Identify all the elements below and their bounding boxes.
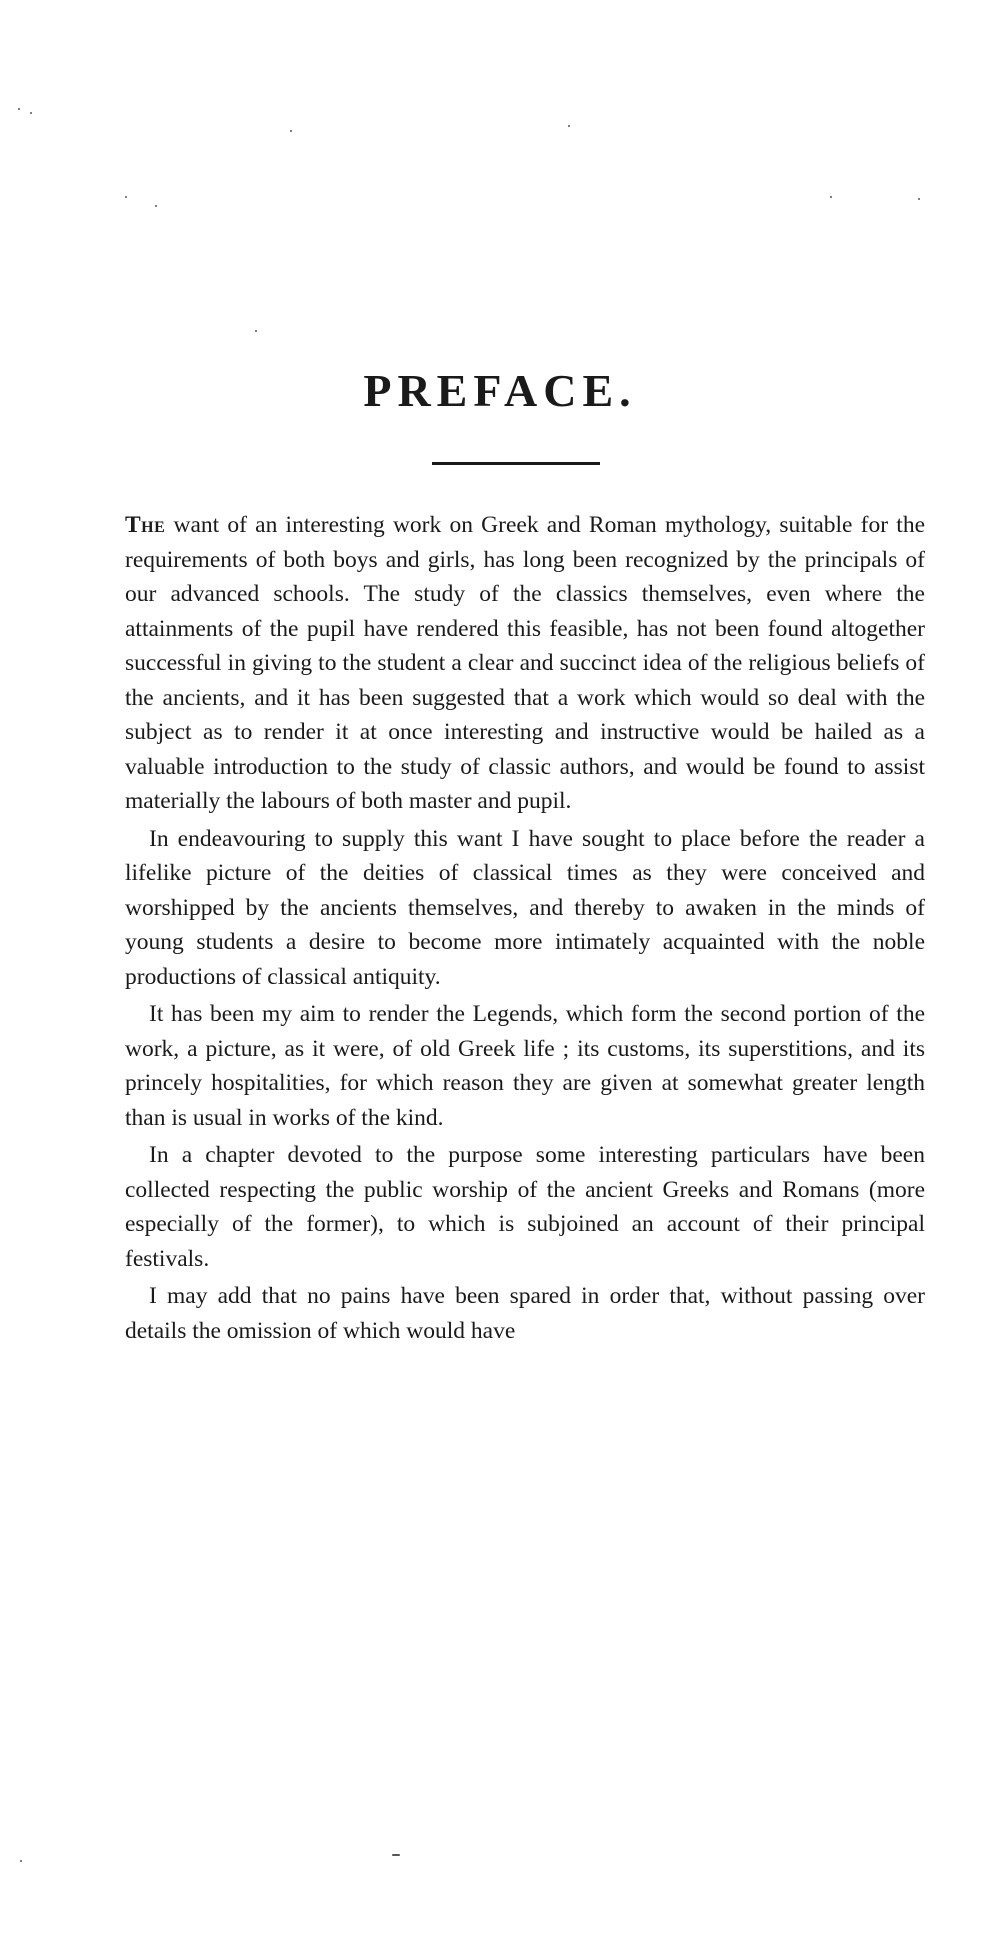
paragraph-3: It has been my aim to render the Legends, which form the second portion of the work, a picture, as it were, of old Greek life ; its customs, its superstitions, and its princely hospitalities, for which reason they are given at somewhat greater length than is usual in works of the kind. bbox=[125, 1001, 925, 1131]
scan-speck bbox=[392, 1854, 400, 1856]
paragraph-text: want of an interesting work on Greek and Roman mythology, suitable for the requirements of both boys and girls, has long been recognized by the principals of our advanced schools. The study of the classics themselves, even where the attainments of the pupil have rendered this feasible, has not been found altogether successful in giving to the student a clear and succinct idea of the religious beliefs of the ancients, and it has been suggested that a work which would so deal with the subject as to render it at once interesting and instructive would be hailed as a valuable introduction to the study of classic authors, and would be found to assist materially the labours of both master and pupil. bbox=[125, 512, 925, 814]
preface-body bbox=[125, 508, 925, 1348]
scan-speck bbox=[290, 130, 292, 132]
title-rule bbox=[432, 462, 600, 465]
scan-speck bbox=[30, 112, 32, 114]
paragraph-2: In endeavouring to supply this want I have sought to place before the reader a lifelike picture of the deities of classical times as they were conceived and worshipped by the ancients themselves, and thereby to awaken in the minds of young students a desire to become more intimately acquainted with the noble productions of classical antiquity. bbox=[125, 825, 925, 990]
page-title: PREFACE. bbox=[363, 365, 637, 416]
scan-speck bbox=[255, 330, 257, 332]
scan-speck bbox=[568, 125, 570, 127]
scan-speck bbox=[155, 205, 157, 207]
scan-speck bbox=[20, 1860, 22, 1862]
scan-speck bbox=[125, 196, 127, 198]
scan-speck bbox=[918, 198, 920, 200]
paragraph-4: In a chapter devoted to the purpose some interesting particulars have been collected respecting the public worship of the ancient Greeks and Romans (more especially of the former), to which is subjoined an account of their principal festivals. bbox=[125, 1142, 925, 1272]
paragraph-5: I may add that no pains have been spared in order that, without passing over details the omission of which would have bbox=[125, 1283, 925, 1344]
scan-speck bbox=[18, 108, 20, 110]
scan-speck bbox=[830, 196, 832, 198]
paragraph-1 bbox=[125, 508, 925, 819]
drop-word: The bbox=[125, 512, 166, 538]
